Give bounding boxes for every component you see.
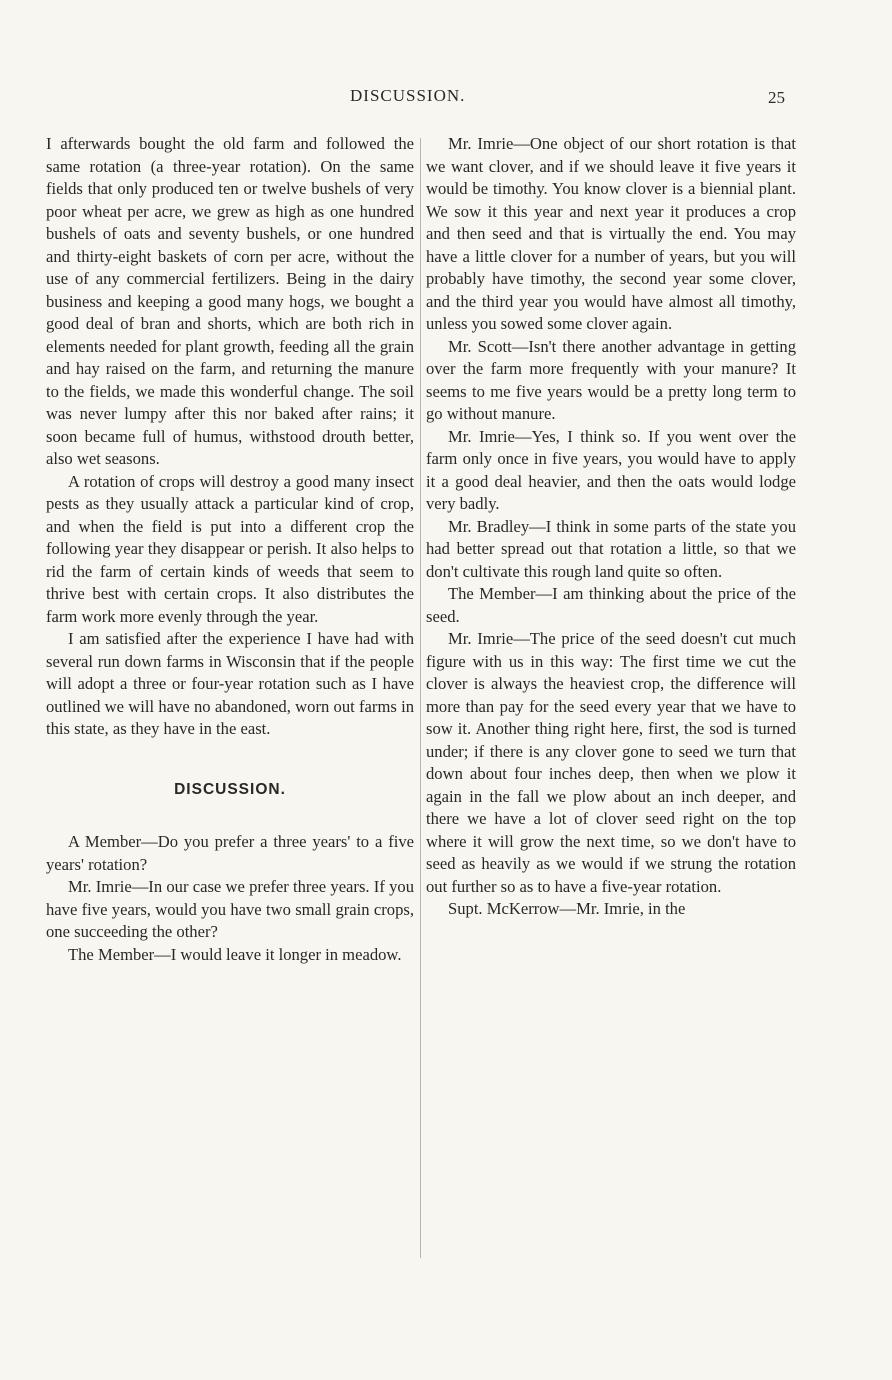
paragraph: A rotation of crops will destroy a good many insect pests as they usually attack a particular kind of crop, and when the field is put into a different crop the following year they disappear or perish. It also helps to rid the farm of certain kinds of weeds that seem to thrive best with certain crops. It also distributes the farm work more evenly through the year. — [46, 471, 414, 626]
section-heading: DISCUSSION. — [174, 780, 286, 798]
discussion-paragraph: A Member—Do you prefer a three years' to a five years' rotation? — [46, 832, 414, 874]
discussion-paragraph: Mr. Bradley—I think in some parts of the state you had better spread out that rotation a little, so that we don't cultivate this rough land quite so often. — [426, 516, 796, 581]
running-title: DISCUSSION. — [350, 86, 466, 105]
discussion-paragraph: Mr. Imrie—One object of our short rotation is that we want clover, and if we should leave it five years it would be timothy. You know clover is a biennial plant. We sow it this year and next year it produces a crop and then seed and that is virtually the end. You may have a little clover for a number of years, but you will probably have timothy, the second year some clover, and the third year you would have almost all timothy, unless you sowed some clover again. — [426, 134, 796, 333]
discussion-paragraph: The Member—I would leave it longer in meadow. — [68, 944, 402, 964]
discussion-paragraph: The Member—I am thinking about the price of the seed. — [426, 584, 796, 626]
left-column — [46, 133, 414, 966]
discussion-paragraph: Mr. Imrie—The price of the seed doesn't cut much figure with us in this way: The first time we cut the clover is always the heaviest crop, the difference will more than pay for the seed every year that we have to sow it. Another thing right here, first, the sod is turned under; if there is any clover gone to seed we turn that down about four inches deep, then when we plow it again in the fall we plow about an inch deeper, and there we have a lot of clover seed right on the top where it will grow the next time, so we don't have to seed as heavily as we would if we strung the rotation out further so as to have a five-year rotation. — [426, 629, 796, 896]
running-head — [0, 86, 892, 110]
right-column — [426, 133, 796, 921]
column-divider — [420, 138, 421, 1258]
discussion-paragraph: Mr. Imrie—In our case we prefer three years. If you have five years, would you have two small grain crops, one succeeding the other? — [46, 877, 414, 941]
discussion-paragraph: Supt. McKerrow—Mr. Imrie, in the — [448, 899, 686, 918]
paragraph: I afterwards bought the old farm and followed the same rotation (a three-year rotation). On the same fields that only produced ten or twelve bushels of very poor wheat per acre, we grew as high as one hundred bushels of oats and seventy bushels, or one hundred and thirty-eight baskets of corn per acre, without the use of any commercial fertilizers. Being in the dairy business and keeping a good many hogs, we bought a good deal of bran and shorts, which are both rich in elements needed for plant growth, feeding all the grain and hay raised on the farm, and returning the manure to the fields, we made this wonderful change. The soil was never lumpy after this nor baked after rains; it soon became full of humus, withstood drouth better, also wet seasons. — [46, 134, 414, 468]
page-number: 25 — [768, 88, 785, 107]
paragraph: I am satisfied after the experience I have had with several run down farms in Wisconsin that if the people will adopt a three or four-year rotation such as I have outlined we will have no abandoned, worn out farms in this state, as they have in the east. — [46, 629, 414, 738]
discussion-paragraph: Mr. Imrie—Yes, I think so. If you went over the farm only once in five years, you would have to apply it a good deal heavier, and then the oats would lodge very badly. — [426, 426, 796, 513]
discussion-paragraph: Mr. Scott—Isn't there another advantage in getting over the farm more frequently with your manure? It seems to me five years would be a pretty long term to go without manure. — [426, 336, 796, 423]
